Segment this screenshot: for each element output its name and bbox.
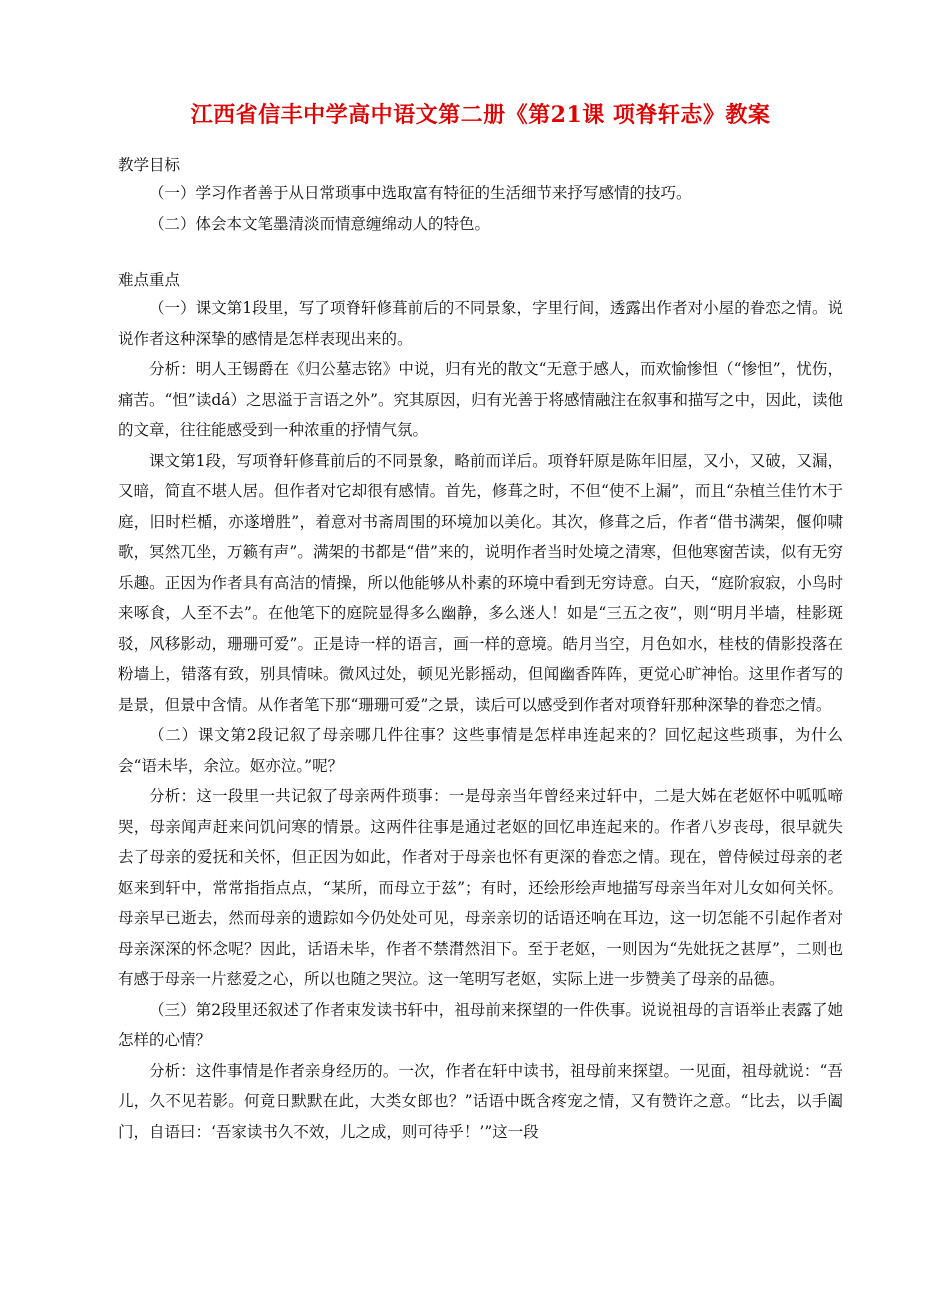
paragraph: （一）课文第1段里，写了项脊轩修葺前后的不同景象，字里行间，透露出作者对小屋的眷恋之情。说说作者这种深挚的感情是怎样表现出来的。: [118, 299, 843, 348]
section-key-points: [118, 267, 843, 1147]
paragraph: （二）课文第2段记叙了母亲哪几件往事？这些事情是怎样串连起来的？回忆起这些琐事，为什么会“语未毕，余泣。妪亦泣。”呢？: [118, 726, 843, 775]
paragraph: 分析：这一段里一共记叙了母亲两件琐事：一是母亲当年曾经来过轩中，二是大姊在老妪怀中呱呱啼哭，母亲闻声赶来问饥问寒的情景。这两件往事是通过老妪的回忆串连起来的。作者八岁丧母，很早就失去了母亲的爱抚和关怀，但正因为如此，作者对于母亲也怀有更深的眷恋之情。现在，曾侍候过母亲的老妪来到轩中，常常指指点点，“某所，而母立于兹”；有时，还绘形绘声地描写母亲当年对儿女如何关怀。母亲早已逝去，然而母亲的遗踪如今仍处处可见，母亲亲切的话语还响在耳边，这一切怎能不引起作者对母亲深深的怀念呢？因此，话语未毕，作者不禁潸然泪下。至于老妪，一则因为“先妣抚之甚厚”，二则也有感于母亲一片慈爱之心，所以也随之哭泣。这一笔明写老妪，实际上进一步赞美了母亲的品德。: [118, 787, 843, 988]
section-teaching-goals: [118, 152, 843, 239]
paragraph: （三）第2段里还叙述了作者束发读书轩中，祖母前来探望的一件佚事。说说祖母的言语举止表露了她怎样的心情？: [118, 1000, 843, 1049]
section-heading: 难点重点: [118, 271, 181, 289]
section-heading: 教学目标: [118, 156, 181, 174]
paragraph: （一）学习作者善于从日常琐事中选取富有特征的生活细节来抒写感情的技巧。: [149, 184, 692, 202]
section-spacer: [118, 239, 843, 267]
paragraph: （二）体会本文笔墨清淡而情意缠绵动人的特色。: [149, 214, 491, 233]
paragraph: 分析：这件事情是作者亲身经历的。一次，作者在轩中读书，祖母前来探望。一见面，祖母就说：“吾儿，久不见若影。何竟日默默在此，大类女郎也？”话语中既含疼宠之情，又有赞许之意。“比去，以手阖门，自语曰：‘吾家读书久不效，儿之成，则可待乎！’”这一段: [118, 1061, 843, 1141]
document-title: 江西省信丰中学高中语文第二册《第21课 项脊轩志》教案: [190, 102, 771, 128]
paragraph: 课文第1段，写项脊轩修葺前后的不同景象，略前而详后。项脊轩原是陈年旧屋，又小，又破，又漏，又暗，简直不堪人居。但作者对它却很有感情。首先，修葺之时，不但“使不上漏”，而且“杂植兰佳竹木于庭，旧时栏楯，亦遂增胜”，着意对书斋周围的环境加以美化。其次，修葺之后，作者“借书满架，偃仰啸歌，冥然兀坐，万籁有声”。满架的书都是“借”来的，说明作者当时处境之清寒，但他寒窗苦读，似有无穷乐趣。正因为作者具有高洁的情操，所以他能够从朴素的环境中看到无穷诗意。白天，“庭阶寂寂，小鸟时来啄食，人至不去”。在他笔下的庭院显得多么幽静，多么迷人！如是“三五之夜”，则“明月半墙，桂影斑驳，风移影动，珊珊可爱”。正是诗一样的语言，画一样的意境。皓月当空，月色如水，桂枝的倩影投落在粉墙上，错落有致，别具情味。微风过处，顿见光影摇动，但闻幽香阵阵，更觉心旷神怡。这里作者写的是景，但景中含情。从作者笔下那“珊珊可爱”之景，读后可以感受到作者对项脊轩那种深挚的眷恋之情。: [118, 451, 843, 714]
document-page: [118, 100, 843, 1147]
paragraph: 分析：明人王锡爵在《归公墓志铭》中说，归有光的散文“无意于感人，而欢愉惨怛（“惨怛”，忧伤，痛苦。“怛”读dá）之思溢于言语之外”。究其原因，归有光善于将感情融注在叙事和描写之中，因此，读他的文章，往往能感受到一种浓重的抒情气氛。: [118, 360, 843, 439]
